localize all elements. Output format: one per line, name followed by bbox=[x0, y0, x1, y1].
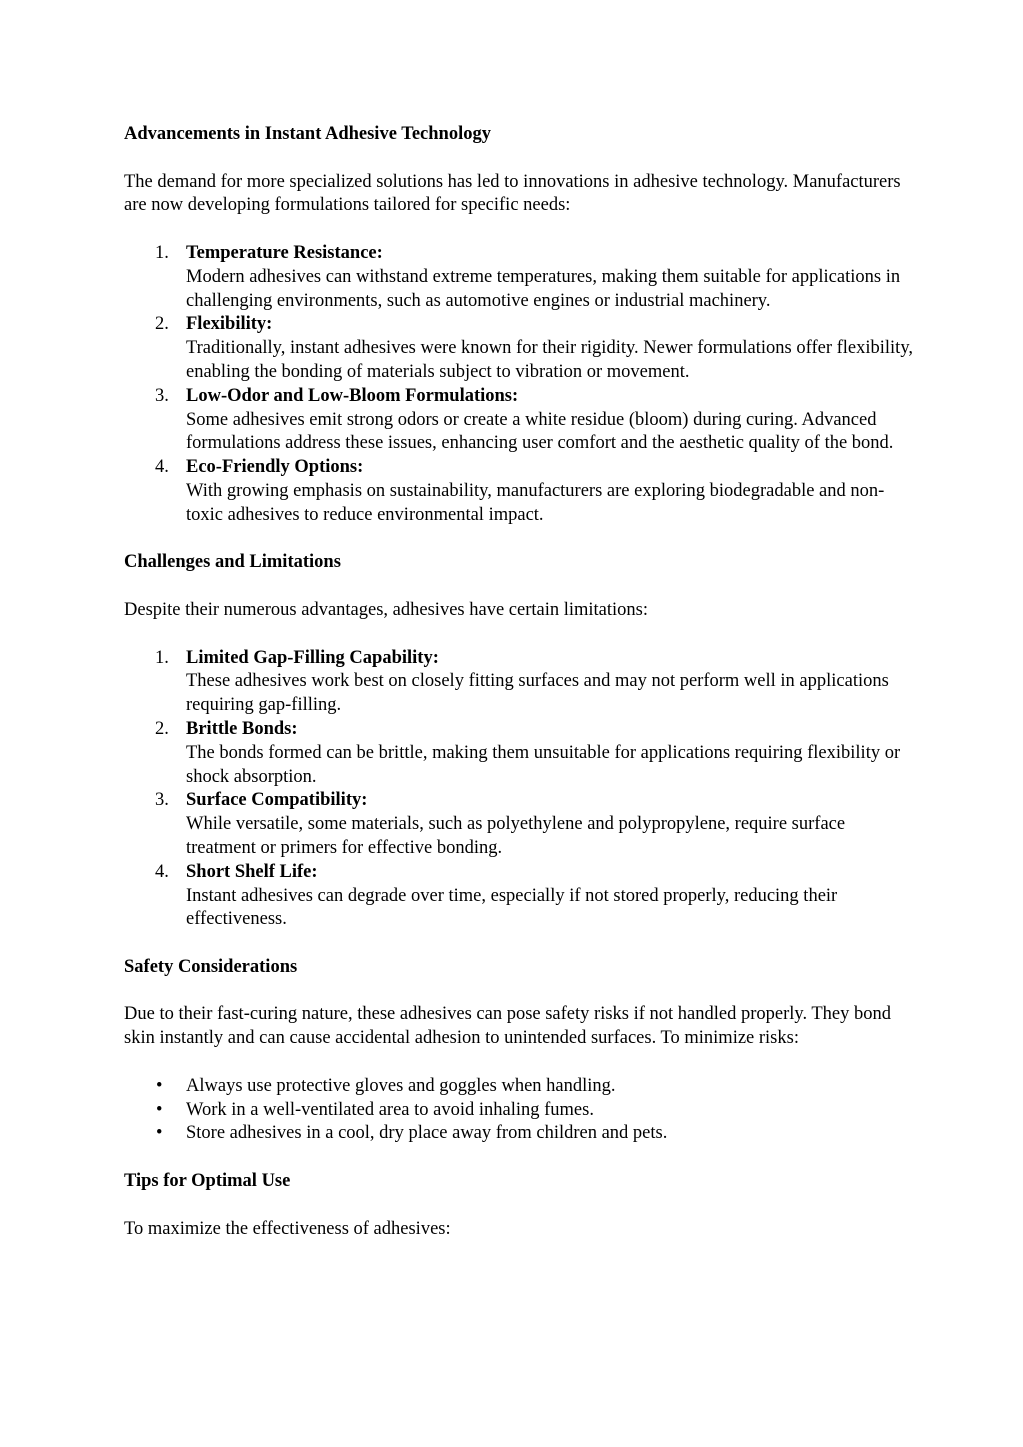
list-item bbox=[124, 385, 914, 456]
spacer bbox=[124, 147, 914, 171]
spacer bbox=[124, 1146, 914, 1170]
item-body: Traditionally, instant adhesives were known for their rigidity. Newer formulations offer flexibility, enabling the bonding of materials subject to vibration or movement. bbox=[186, 338, 913, 382]
item-title: Brittle Bonds: bbox=[186, 718, 298, 739]
item-number: 3. bbox=[155, 790, 169, 811]
item-body: Modern adhesives can withstand extreme temperatures, making them suitable for applications in challenging environments, such as automotive engines or industrial machinery. bbox=[186, 266, 901, 311]
list-item bbox=[124, 456, 914, 527]
item-title: Limited Gap-Filling Capability: bbox=[186, 647, 439, 668]
spacer bbox=[124, 218, 914, 242]
section-heading: Tips for Optimal Use bbox=[124, 1171, 291, 1192]
document-page bbox=[124, 123, 914, 1241]
list-item bbox=[124, 789, 914, 860]
item-body: Store adhesives in a cool, dry place away from children and pets. bbox=[186, 1123, 668, 1144]
item-body: With growing emphasis on sustainability, manufacturers are exploring biodegradable and non-toxic adhesives to reduce environmental impact. bbox=[186, 480, 885, 525]
section-heading: Challenges and Limitations bbox=[124, 552, 341, 573]
numbered-list bbox=[124, 242, 914, 528]
item-number: 1. bbox=[155, 242, 169, 263]
list-item bbox=[124, 647, 914, 718]
spacer bbox=[124, 575, 914, 599]
item-number: 4. bbox=[155, 861, 169, 882]
list-item bbox=[124, 242, 914, 313]
item-body: Work in a well-ventilated area to avoid inhaling fumes. bbox=[186, 1099, 594, 1120]
spacer bbox=[124, 932, 914, 956]
item-number: 2. bbox=[155, 718, 169, 739]
bullet-list bbox=[124, 1075, 914, 1146]
bullet-icon: • bbox=[156, 1123, 163, 1144]
item-title: Low-Odor and Low-Bloom Formulations: bbox=[186, 385, 519, 406]
item-body: Instant adhesives can degrade over time, especially if not stored properly, reducing their effectiveness. bbox=[186, 885, 838, 930]
numbered-list bbox=[124, 647, 914, 933]
section-intro: Due to their fast-curing nature, these adhesives can pose safety risks if not handled properly. They bond skin instantly and can cause accidental adhesion to unintended surfaces. To minimize risks: bbox=[124, 1004, 892, 1049]
bullet-icon: • bbox=[156, 1099, 163, 1120]
item-title: Short Shelf Life: bbox=[186, 861, 318, 882]
item-number: 2. bbox=[155, 314, 169, 335]
list-item bbox=[124, 1099, 914, 1123]
section-intro: The demand for more specialized solutions has led to innovations in adhesive technology. Manufacturers are now developing formulations tailored for specific needs: bbox=[124, 171, 901, 216]
list-item bbox=[124, 313, 914, 384]
section-intro: Despite their numerous advantages, adhesives have certain limitations: bbox=[124, 599, 649, 620]
list-item bbox=[124, 1122, 914, 1146]
item-title: Eco-Friendly Options: bbox=[186, 457, 364, 478]
spacer bbox=[124, 980, 914, 1004]
spacer bbox=[124, 528, 914, 552]
item-title: Surface Compatibility: bbox=[186, 790, 368, 811]
item-number: 3. bbox=[155, 385, 169, 406]
item-body: Some adhesives emit strong odors or create a white residue (bloom) during curing. Advanced formulations address these issues, enhancing user comfort and the aesthetic quality of the bond. bbox=[186, 409, 894, 454]
item-title: Flexibility: bbox=[186, 314, 273, 335]
item-number: 1. bbox=[155, 647, 169, 668]
list-item bbox=[124, 861, 914, 932]
spacer bbox=[124, 1194, 914, 1218]
bullet-icon: • bbox=[156, 1075, 163, 1096]
section-intro: To maximize the effectiveness of adhesives: bbox=[124, 1218, 451, 1239]
item-number: 4. bbox=[155, 457, 169, 478]
item-title: Temperature Resistance: bbox=[186, 242, 383, 263]
list-item bbox=[124, 718, 914, 789]
spacer bbox=[124, 1051, 914, 1075]
item-body: While versatile, some materials, such as polyethylene and polypropylene, require surface treatment or primers for effective bonding. bbox=[186, 814, 846, 858]
item-body: These adhesives work best on closely fitting surfaces and may not perform well in applications requiring gap-filling. bbox=[186, 671, 889, 716]
item-body: The bonds formed can be brittle, making them unsuitable for applications requiring flexibility or shock absorption. bbox=[186, 742, 901, 787]
item-body: Always use protective gloves and goggles when handling. bbox=[186, 1075, 616, 1096]
section-heading: Advancements in Instant Adhesive Technology bbox=[124, 124, 491, 144]
spacer bbox=[124, 623, 914, 647]
list-item bbox=[124, 1075, 914, 1099]
section-heading: Safety Considerations bbox=[124, 956, 298, 977]
